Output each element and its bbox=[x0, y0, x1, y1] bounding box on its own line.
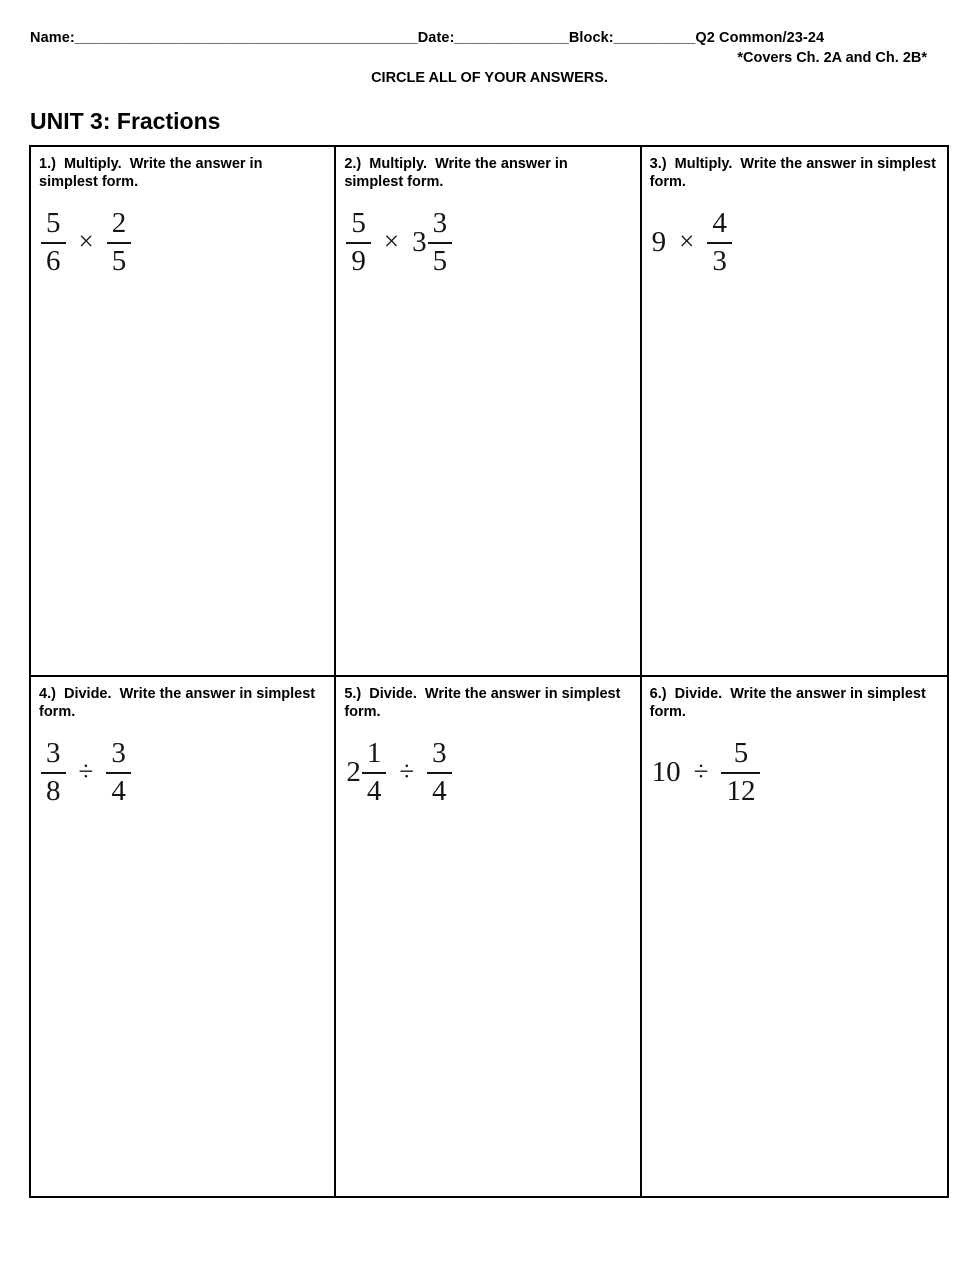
denominator: 3 bbox=[712, 244, 727, 277]
circle-answers-instruction: CIRCLE ALL OF YOUR ANSWERS. bbox=[371, 70, 608, 86]
term-label: Q2 Common/23-24 bbox=[695, 30, 825, 46]
numerator: 4 bbox=[707, 209, 732, 244]
numerator: 1 bbox=[362, 739, 387, 774]
block-blank-line: __________ bbox=[613, 30, 696, 46]
denominator: 9 bbox=[351, 244, 366, 277]
problem-6-expression bbox=[651, 736, 937, 807]
fraction bbox=[362, 736, 387, 807]
denominator: 5 bbox=[111, 244, 127, 277]
denominator: 4 bbox=[366, 774, 382, 807]
denominator: 6 bbox=[46, 244, 61, 277]
problem-4-cell bbox=[31, 677, 336, 1196]
numerator: 5 bbox=[41, 209, 66, 244]
whole-number: 10 bbox=[651, 756, 681, 789]
denominator: 12 bbox=[726, 774, 756, 807]
fraction bbox=[721, 736, 760, 807]
fraction bbox=[428, 206, 453, 277]
multiply-operator: × bbox=[78, 226, 94, 257]
fraction bbox=[107, 206, 132, 277]
fraction bbox=[106, 736, 131, 807]
problem-2-cell bbox=[336, 147, 641, 677]
mixed-number bbox=[412, 206, 452, 277]
numerator: 2 bbox=[107, 209, 132, 244]
problem-2-expression bbox=[346, 206, 629, 277]
covers-note: *Covers Ch. 2A and Ch. 2B* bbox=[737, 50, 927, 66]
numerator: 3 bbox=[41, 739, 66, 774]
numerator: 3 bbox=[427, 739, 452, 774]
whole-number: 3 bbox=[412, 226, 427, 259]
whole-number: 2 bbox=[346, 756, 361, 789]
problem-5-expression bbox=[346, 736, 629, 807]
problem-1-prompt: 1.) Multiply. Write the answer in simplest form. bbox=[39, 156, 267, 190]
numerator: 5 bbox=[721, 739, 760, 774]
problem-1-cell bbox=[31, 147, 336, 677]
problems-grid bbox=[29, 145, 949, 1198]
divide-operator: ÷ bbox=[693, 756, 709, 787]
page-title: UNIT 3: Fractions bbox=[30, 108, 221, 134]
problem-3-prompt: 3.) Multiply. Write the answer in simplest form. bbox=[649, 156, 940, 190]
denominator: 5 bbox=[432, 244, 448, 277]
divide-operator: ÷ bbox=[399, 756, 415, 787]
mixed-number bbox=[346, 736, 386, 807]
problem-6-prompt: 6.) Divide. Write the answer in simplest form. bbox=[649, 686, 930, 720]
numerator: 5 bbox=[346, 209, 371, 244]
fraction bbox=[427, 736, 452, 807]
date-label: Date: bbox=[417, 30, 455, 46]
problem-5-prompt: 5.) Divide. Write the answer in simplest form. bbox=[344, 686, 625, 720]
problem-3-expression bbox=[651, 206, 937, 277]
name-blank-line: __________________________________________ bbox=[74, 30, 418, 46]
header-name-date-block-line bbox=[30, 30, 824, 46]
multiply-operator: × bbox=[383, 226, 400, 257]
numerator: 3 bbox=[106, 739, 131, 774]
date-blank-line: ______________ bbox=[454, 30, 569, 46]
multiply-operator: × bbox=[679, 226, 695, 257]
problem-3-cell bbox=[642, 147, 947, 677]
divide-operator: ÷ bbox=[78, 756, 94, 787]
name-label: Name: bbox=[30, 30, 75, 46]
fraction bbox=[41, 736, 66, 807]
problem-5-cell bbox=[336, 677, 641, 1196]
problem-6-cell bbox=[642, 677, 947, 1196]
fraction bbox=[707, 206, 732, 277]
numerator: 3 bbox=[428, 209, 453, 244]
whole-number: 9 bbox=[651, 226, 667, 259]
problem-4-expression bbox=[41, 736, 324, 807]
block-label: Block: bbox=[568, 30, 614, 46]
denominator: 4 bbox=[111, 774, 126, 807]
fraction bbox=[41, 206, 66, 277]
problem-2-prompt: 2.) Multiply. Write the answer in simplest form. bbox=[344, 156, 572, 190]
fraction bbox=[346, 206, 371, 277]
problem-4-prompt: 4.) Divide. Write the answer in simplest form. bbox=[39, 686, 320, 720]
denominator: 8 bbox=[46, 774, 61, 807]
denominator: 4 bbox=[432, 774, 447, 807]
problem-1-expression bbox=[41, 206, 324, 277]
